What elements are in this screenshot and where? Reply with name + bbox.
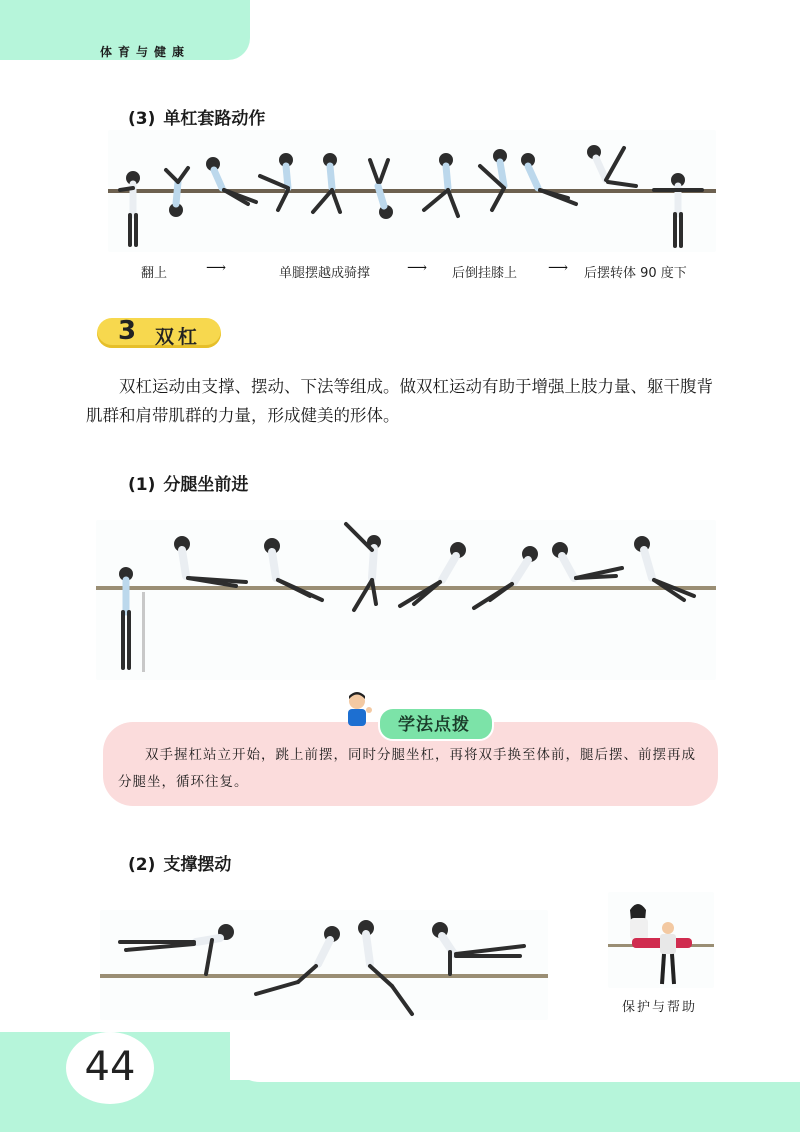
spotting-caption: 保护与帮助 [622, 1000, 698, 1015]
spotting-photo [608, 892, 714, 988]
parallel-bar [96, 586, 716, 590]
heading-text: 支撑摆动 [163, 855, 232, 875]
arrow-icon: ⟶ [206, 260, 225, 276]
straddle-seat-heading [128, 470, 248, 495]
stage-label-2: 单腿摆越成骑撑 [279, 266, 371, 281]
high-bar-photo-strip [108, 130, 716, 252]
tip-tag-label: 学法点拨 [398, 715, 470, 735]
page-number: 44 [84, 1044, 136, 1090]
high-bar-sequence-illustration [108, 130, 716, 252]
heading-number: (3) [128, 109, 156, 129]
support-swing-sequence-illustration [100, 910, 548, 1020]
parallel-bar [100, 974, 548, 978]
tip-text: 双手握杠站立开始，跳上前摆，同时分腿坐杠，再将双手换至体前，腿后摆、前摆再成分腿坐，循环往复。 [118, 747, 696, 790]
gymnast-figures [120, 147, 702, 246]
stage-label-1: 翻上 [141, 266, 168, 281]
footer-tab [230, 1050, 800, 1082]
stage-label-4: 后摆转体 90 度下 [584, 266, 687, 281]
section-number: 3 [118, 316, 137, 346]
gymnast-figures [121, 524, 694, 668]
support-swing-heading [128, 850, 231, 875]
heading-number: (1) [128, 475, 156, 495]
bar-post [142, 592, 145, 672]
straddle-seat-sequence-illustration [96, 520, 716, 680]
high-bar-routine-heading [128, 104, 265, 129]
heading-text: 单杠套路动作 [163, 109, 266, 129]
section-intro-paragraph: 双杠运动由支撑、摆动、下法等组成。做双杠运动有助于增强上肢力量、躯干腹背肌群和肩带肌群的力量，形成健美的形体。 [86, 377, 713, 425]
arrow-icon: ⟶ [407, 260, 426, 276]
heading-number: (2) [128, 855, 156, 875]
support-swing-photo-strip [100, 910, 548, 1020]
stage-label-3: 后倒挂膝上 [452, 266, 518, 281]
spotting-illustration [608, 892, 714, 988]
running-header-title: 体育与健康 [100, 45, 191, 59]
parallel-bars-straddle-photo-strip [96, 520, 716, 680]
gymnast-figures [120, 922, 524, 1014]
section-title: 双杠 [155, 326, 202, 348]
high-bar [108, 189, 716, 193]
arrow-icon: ⟶ [548, 260, 567, 276]
heading-text: 分腿坐前进 [163, 475, 249, 495]
child-avatar-icon [340, 690, 374, 726]
